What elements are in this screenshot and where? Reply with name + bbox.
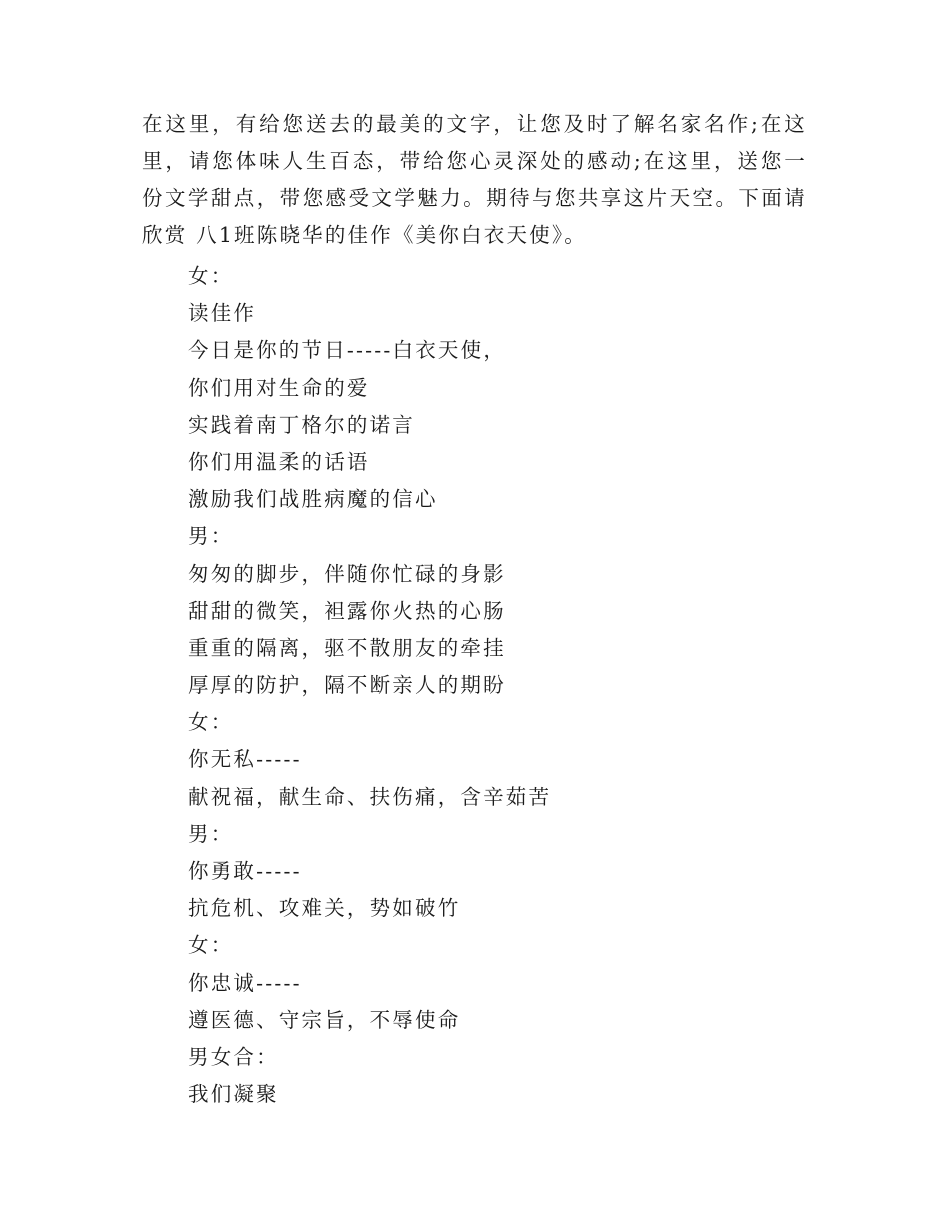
poem-line: 女： — [188, 264, 234, 288]
poem-line: 激励我们战胜病魔的信心 — [188, 487, 438, 512]
poem-line: 匆匆的脚步，伴随你忙碌的身影 — [188, 561, 506, 586]
poem-line: 甜甜的微笑，袒露你火热的心肠 — [188, 598, 506, 623]
poem-line: 重重的隔离，驱不散朋友的牵挂 — [188, 635, 506, 660]
poem-line: 男女合： — [188, 1044, 279, 1069]
intro-paragraph: 在这里，有给您送去的最美的文字，让您及时了解名家名作;在这里，请您体味人生百态，带给您心灵深处的感动;在这里，送您一份文学甜点，带您感受文学魅力。期待与您共享这片天空。下面请欣赏 八1班陈晓华的佳作《美你白衣天使》。 — [142, 112, 807, 247]
poem-line: 你们用温柔的话语 — [188, 449, 370, 474]
poem-line: 厚厚的防护，隔不断亲人的期盼 — [188, 673, 506, 698]
poem-line: 今日是你的节日-----白衣天使， — [188, 338, 507, 363]
poem-line: 女： — [188, 933, 234, 958]
poem-line: 我们凝聚 — [188, 1082, 279, 1107]
poem-line: 男： — [188, 821, 234, 846]
poem-line: 你忠诚----- — [188, 970, 302, 995]
poem-line: 读佳作 — [188, 301, 257, 326]
poem-line: 遵医德、守宗旨，不辱使命 — [188, 1007, 461, 1032]
poem-line: 男： — [188, 524, 234, 549]
poem-line: 献祝福，献生命、扶伤痛，含辛茹苦 — [188, 784, 552, 809]
poem-line: 你勇敢----- — [188, 859, 302, 883]
poem-line: 女： — [188, 710, 234, 735]
poem-line: 你们用对生命的爱 — [188, 375, 370, 400]
poem-lines — [188, 258, 551, 1113]
poem-line: 抗危机、攻难关，势如破竹 — [188, 896, 461, 921]
poem-line: 实践着南丁格尔的诺言 — [188, 412, 415, 437]
poem-line: 你无私----- — [188, 747, 302, 772]
